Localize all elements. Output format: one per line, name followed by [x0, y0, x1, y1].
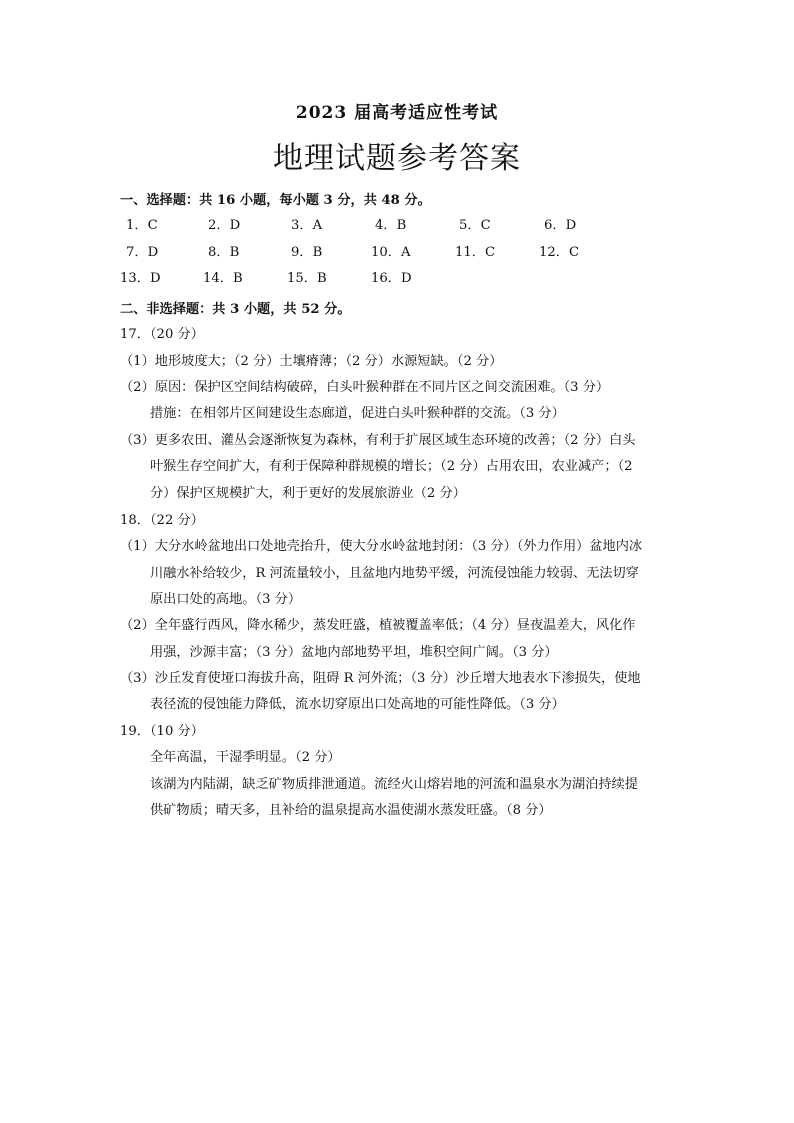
q18-label: 18．（22 分）	[120, 513, 204, 528]
q18-part2-line1: （2）全年盛行西风，降水稀少，蒸发旺盛，植被覆盖率低；（4 分）昼夜温差大，风化作	[120, 618, 636, 633]
answer-item: 16．D	[371, 271, 412, 286]
q17-part3-line3: 分）保护区规模扩大，利于更好的发展旅游业（2 分）	[150, 486, 466, 501]
section2-heading: 二、非选择题：共 3 小题，共 52 分。	[120, 302, 351, 317]
q18-part3-line1: （3）沙丘发育使垭口海拔升高，阻碍 R 河外流；（3 分）沙丘增大地表水下渗损失，使地	[120, 671, 641, 686]
page-title: 地理试题参考答案	[273, 141, 521, 176]
q19-part1: 全年高温，干湿季明显。（2 分）	[150, 750, 341, 765]
q18-part1-line2: 川融水补给较少，R 河流量较小，且盆地内地势平缓，河流侵蚀能力较弱、无法切穿	[150, 566, 639, 581]
answer-item: 9．B	[291, 245, 323, 260]
q17-part3-line1: （3）更多农田、灌丛会逐渐恢复为森林，有利于扩展区域生态环境的改善；（2 分）白头	[120, 433, 636, 448]
answer-item: 8．B	[208, 245, 240, 260]
q17-part1: （1）地形坡度大；（2 分）土壤瘠薄；（2 分）水源短缺。（2 分）	[120, 354, 503, 369]
answer-item: 3．A	[291, 218, 323, 233]
answer-item: 5．C	[459, 218, 491, 233]
q18-part1-line3: 原出口处的高地。（3 分）	[150, 592, 302, 607]
answer-item: 7．D	[126, 245, 159, 260]
q18-part2-line2: 用强，沙源丰富；（3 分）盆地内部地势平坦，堆积空间广阔。（3 分）	[150, 645, 558, 660]
answer-item: 15．B	[287, 271, 327, 286]
answer-item: 1．C	[126, 218, 158, 233]
answer-item: 13．D	[120, 271, 161, 286]
answer-item: 14．B	[203, 271, 243, 286]
q19-label: 19．（10 分）	[120, 724, 204, 739]
q18-part3-line2: 表径流的侵蚀能力降低，流水切穿原出口处高地的可能性降低。（3 分）	[150, 697, 565, 712]
answer-item: 4．B	[375, 218, 407, 233]
q18-part1-line1: （1）大分水岭盆地出口处地壳抬升，使大分水岭盆地封闭：（3 分）（外力作用）盆地内冰	[120, 539, 643, 554]
q17-part3-line2: 叶猴生存空间扩大，有利于保障种群规模的增长；（2 分）占用农田，农业减产；（2	[150, 459, 633, 474]
answer-item: 11．C	[455, 245, 496, 260]
q17-part2-reason: （2）原因：保护区空间结构破碎，白头叶猴种群在不同片区之间交流困难。（3 分）	[120, 380, 610, 395]
q17-label: 17．（20 分）	[120, 327, 204, 342]
section1-heading: 一、选择题：共 16 小题，每小题 3 分，共 48 分。	[120, 193, 431, 208]
q19-part2-line1: 该湖为内陆湖，缺乏矿物质排泄通道。流经火山熔岩地的河流和温泉水为湖泊持续提	[150, 777, 638, 792]
answer-item: 12．C	[539, 245, 580, 260]
answer-item: 10．A	[371, 245, 411, 260]
answer-item: 6．D	[544, 218, 577, 233]
q19-part2-line2: 供矿物质；晴天多，且补给的温泉提高水温使湖水蒸发旺盛。（8 分）	[150, 803, 552, 818]
q17-part2-measure: 措施：在相邻片区间建设生态廊道，促进白头叶猴种群的交流。（3 分）	[150, 406, 565, 421]
exam-subtitle: 2023 届高考适应性考试	[295, 103, 499, 123]
answer-item: 2．D	[208, 218, 241, 233]
